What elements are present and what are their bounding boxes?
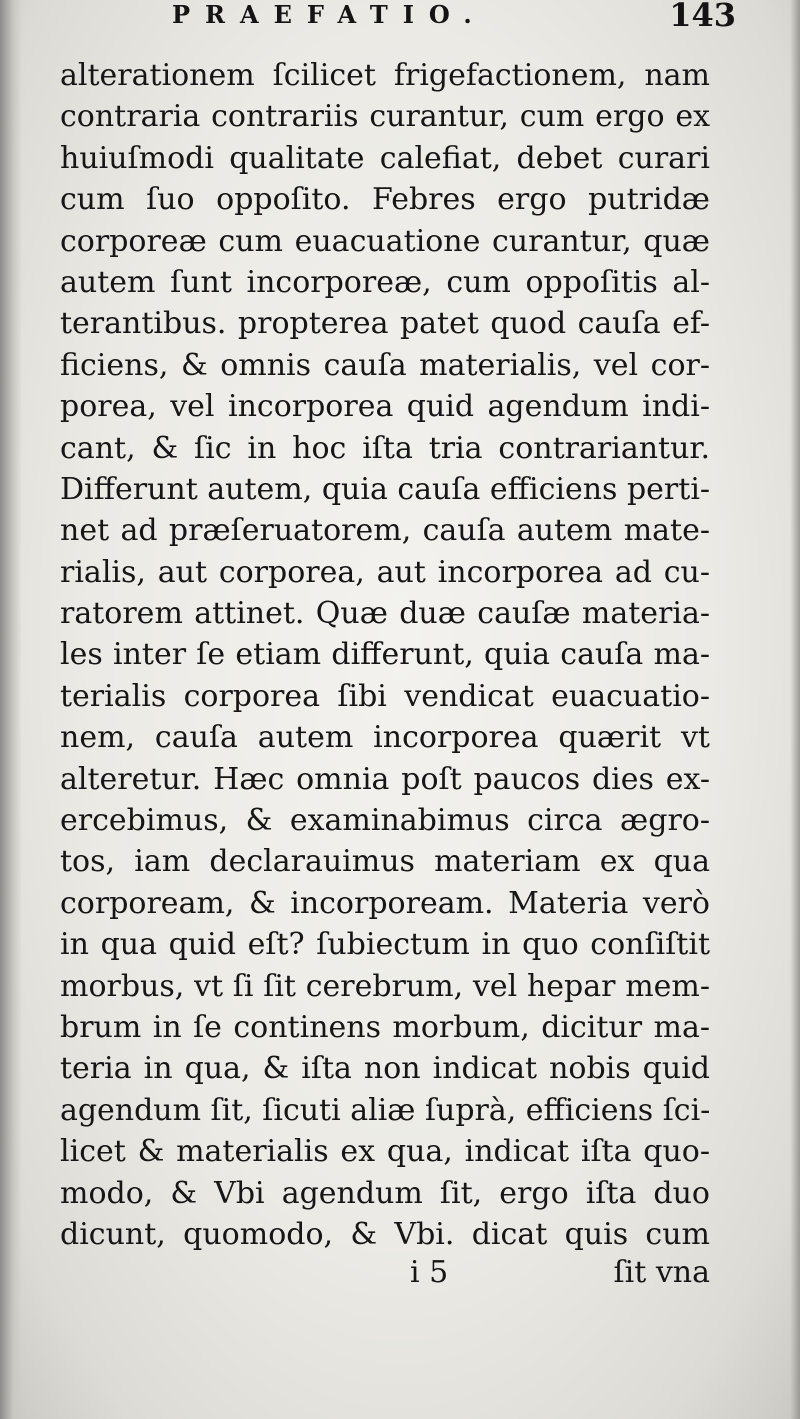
text-line (60, 676, 710, 717)
text-line-content: terialis corporea ſibi vendicat euacuatio- (60, 678, 710, 714)
text-line (60, 1048, 710, 1089)
text-line-content: cant, & ſic in hoc iſta tria contrariantur. (60, 430, 710, 466)
text-line (60, 1007, 710, 1048)
text-line (60, 1131, 710, 1172)
text-line (60, 179, 710, 220)
text-line (60, 552, 710, 593)
text-line (60, 759, 710, 800)
text-line-content: autem ſunt incorporeæ, cum oppoſitis al- (60, 264, 710, 300)
text-line-content: ercebimus, & examinabimus circa ægro- (60, 803, 710, 839)
text-line (60, 386, 710, 427)
text-line-content: agendum ſit, ſicuti aliæ ſuprà, efficiens ſci- (60, 1092, 711, 1128)
text-line (60, 138, 710, 179)
text-line-content: cum ſuo oppoſito. Febres ergo putridæ (60, 182, 710, 218)
text-line (60, 428, 710, 469)
text-line-content: ficiens, & omnis cauſa materialis, vel cor- (60, 347, 710, 383)
text-line (60, 634, 710, 675)
text-line-content: huiuſmodi qualitate calefiat, debet curari (60, 140, 710, 176)
text-line-content: terantibus. propterea patet quod cauſa ef- (60, 306, 710, 342)
page-edge (790, 0, 800, 1419)
body-text (60, 55, 710, 1255)
text-line-content: morbus, vt ſi ſit cerebrum, vel hepar mem- (60, 968, 710, 1004)
text-line (60, 924, 710, 965)
text-line-content: ratorem attinet. Quæ duæ cauſæ materia- (60, 596, 710, 632)
text-line-content: corpoream, & incorpoream. Materia verò (60, 885, 710, 921)
text-line (60, 303, 710, 344)
text-line-content: in qua quid eſt? ſubiectum in quo conſiſtit (60, 927, 710, 963)
signature-mark: i 5 (410, 1255, 449, 1290)
text-line-content: rialis, aut corporea, aut incorporea ad cu- (60, 554, 710, 590)
text-line-content: alteretur. Hæc omnia poſt paucos dies ex- (60, 761, 710, 797)
text-line (60, 1090, 710, 1131)
text-line-content: teria in qua, & iſta non indicat nobis quid (60, 1051, 710, 1087)
text-line-content: porea, vel incorporea quid agendum indi- (60, 389, 710, 425)
text-line (60, 593, 710, 634)
text-line (60, 883, 710, 924)
text-line-content: modo, & Vbi agendum ſit, ergo iſta duo (60, 1175, 710, 1211)
text-line (60, 96, 710, 137)
text-line-content: alterationem ſcilicet frigefactionem, nam (60, 58, 710, 93)
text-line (60, 1173, 710, 1214)
text-line (60, 1214, 710, 1255)
catchword: ſit vna (613, 1255, 710, 1290)
page-number: 143 (669, 0, 736, 34)
text-line-content: les inter ſe etiam differunt, quia cauſa ma- (60, 637, 710, 673)
text-line-content: corporeæ cum euacuatione curantur, quæ (60, 223, 710, 259)
text-line-content: brum in ſe continens morbum, dicitur ma- (60, 1009, 710, 1045)
text-line-content: licet & materialis ex qua, indicat iſta quo- (60, 1134, 710, 1170)
text-line (60, 800, 710, 841)
text-line (60, 510, 710, 551)
spine-shadow (0, 0, 22, 1419)
text-line-content: nem, cauſa autem incorporea quærit vt (60, 720, 710, 756)
text-line-content: Differunt autem, quia cauſa efficiens perti- (60, 471, 711, 507)
text-line (60, 841, 710, 882)
text-line-content: net ad præſeruatorem, cauſa autem mate- (60, 513, 710, 549)
text-line (60, 717, 710, 758)
text-line-content: contraria contrariis curantur, cum ergo ex (60, 99, 710, 135)
text-line-content: tos, iam declarauimus materiam ex qua (60, 844, 710, 880)
text-line (60, 345, 710, 386)
page-footer (60, 1253, 710, 1293)
text-line-content: dicunt, quomodo, & Vbi. dicat quis cum (60, 1216, 710, 1252)
text-line (60, 221, 710, 262)
text-line (60, 966, 710, 1007)
page-header (160, 0, 760, 34)
text-line (60, 55, 710, 96)
running-title: PRAEFATIO. (172, 0, 487, 29)
text-line (60, 262, 710, 303)
text-line (60, 469, 710, 510)
